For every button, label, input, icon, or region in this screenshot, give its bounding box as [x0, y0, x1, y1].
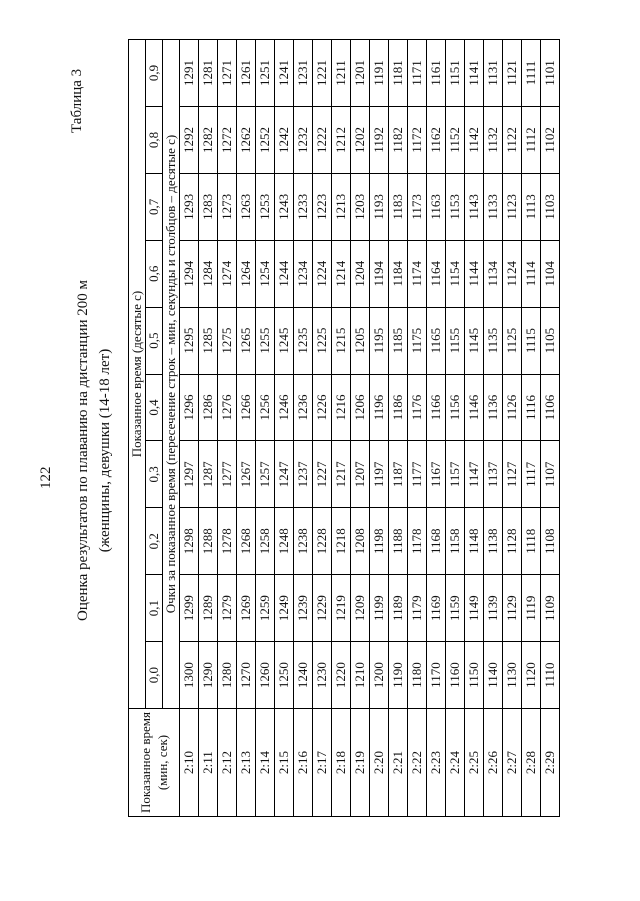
- points-cell: 1268: [237, 508, 256, 575]
- points-cell: 1230: [313, 642, 332, 709]
- header-tenth: 0,4: [146, 374, 163, 441]
- points-cell: 1258: [256, 508, 275, 575]
- points-cell: 1248: [275, 508, 294, 575]
- points-cell: 1183: [389, 173, 408, 240]
- points-cell: 1154: [446, 240, 465, 307]
- points-cell: 1212: [332, 106, 351, 173]
- points-cell: 1294: [180, 240, 199, 307]
- table-row: [522, 40, 541, 817]
- points-cell: 1118: [522, 508, 541, 575]
- points-cell: 1267: [237, 441, 256, 508]
- points-cell: 1221: [313, 40, 332, 107]
- points-cell: 1289: [199, 575, 218, 642]
- points-cell: 1257: [256, 441, 275, 508]
- points-cell: 1153: [446, 173, 465, 240]
- points-cell: 1113: [522, 173, 541, 240]
- points-cell: 1160: [446, 642, 465, 709]
- points-cell: 1211: [332, 40, 351, 107]
- points-cell: 1105: [541, 307, 560, 374]
- points-cell: 1119: [522, 575, 541, 642]
- table-row: [465, 40, 484, 817]
- points-cell: 1131: [484, 40, 503, 107]
- table-row: [180, 40, 199, 817]
- points-cell: 1218: [332, 508, 351, 575]
- points-cell: 1108: [541, 508, 560, 575]
- points-cell: 1124: [503, 240, 522, 307]
- points-cell: 1263: [237, 173, 256, 240]
- points-cell: 1168: [427, 508, 446, 575]
- points-cell: 1159: [446, 575, 465, 642]
- time-cell: 2:20: [370, 709, 389, 817]
- points-cell: 1205: [351, 307, 370, 374]
- points-cell: 1152: [446, 106, 465, 173]
- points-cell: 1195: [370, 307, 389, 374]
- points-cell: 1162: [427, 106, 446, 173]
- points-cell: 1222: [313, 106, 332, 173]
- points-cell: 1237: [294, 441, 313, 508]
- points-cell: 1270: [237, 642, 256, 709]
- points-cell: 1178: [408, 508, 427, 575]
- points-cell: 1283: [199, 173, 218, 240]
- table-row: [351, 40, 370, 817]
- table-row: [237, 40, 256, 817]
- table-row: [294, 40, 313, 817]
- points-cell: 1169: [427, 575, 446, 642]
- header-shown-time: Показанное время (десятые с): [129, 40, 146, 709]
- points-cell: 1201: [351, 40, 370, 107]
- points-cell: 1241: [275, 40, 294, 107]
- points-cell: 1185: [389, 307, 408, 374]
- header-tenth: 0,7: [146, 173, 163, 240]
- time-cell: 2:29: [541, 709, 560, 817]
- points-cell: 1282: [199, 106, 218, 173]
- points-cell: 1236: [294, 374, 313, 441]
- points-cell: 1238: [294, 508, 313, 575]
- time-cell: 2:19: [351, 709, 370, 817]
- table-row: [256, 40, 275, 817]
- points-cell: 1172: [408, 106, 427, 173]
- points-cell: 1227: [313, 441, 332, 508]
- points-cell: 1151: [446, 40, 465, 107]
- points-cell: 1259: [256, 575, 275, 642]
- points-cell: 1149: [465, 575, 484, 642]
- points-cell: 1170: [427, 642, 446, 709]
- points-cell: 1242: [275, 106, 294, 173]
- points-cell: 1292: [180, 106, 199, 173]
- points-cell: 1252: [256, 106, 275, 173]
- points-cell: 1141: [465, 40, 484, 107]
- points-cell: 1275: [218, 307, 237, 374]
- points-cell: 1273: [218, 173, 237, 240]
- points-cell: 1182: [389, 106, 408, 173]
- score-table: [128, 39, 560, 817]
- points-cell: 1214: [332, 240, 351, 307]
- points-cell: 1287: [199, 441, 218, 508]
- points-cell: 1158: [446, 508, 465, 575]
- points-cell: 1207: [351, 441, 370, 508]
- time-cell: 2:28: [522, 709, 541, 817]
- points-cell: 1235: [294, 307, 313, 374]
- header-tenth: 0,6: [146, 240, 163, 307]
- page-number: 122: [38, 466, 54, 489]
- table-row: [275, 40, 294, 817]
- points-cell: 1225: [313, 307, 332, 374]
- time-cell: 2:14: [256, 709, 275, 817]
- table-row: [427, 40, 446, 817]
- header-tenth: 0,2: [146, 508, 163, 575]
- points-cell: 1244: [275, 240, 294, 307]
- points-cell: 1250: [275, 642, 294, 709]
- points-cell: 1213: [332, 173, 351, 240]
- points-cell: 1137: [484, 441, 503, 508]
- time-cell: 2:16: [294, 709, 313, 817]
- points-cell: 1101: [541, 40, 560, 107]
- points-cell: 1269: [237, 575, 256, 642]
- points-cell: 1232: [294, 106, 313, 173]
- points-cell: 1233: [294, 173, 313, 240]
- points-cell: 1196: [370, 374, 389, 441]
- points-cell: 1175: [408, 307, 427, 374]
- points-cell: 1130: [503, 642, 522, 709]
- header-points-caption: Очки за показанное время (пересечение строк – мин, секунды и столбцов – десятые с): [163, 40, 180, 709]
- points-cell: 1115: [522, 307, 541, 374]
- points-cell: 1277: [218, 441, 237, 508]
- points-cell: 1204: [351, 240, 370, 307]
- points-cell: 1110: [541, 642, 560, 709]
- points-cell: 1255: [256, 307, 275, 374]
- table-body: [180, 40, 560, 817]
- points-cell: 1142: [465, 106, 484, 173]
- points-cell: 1284: [199, 240, 218, 307]
- points-cell: 1300: [180, 642, 199, 709]
- points-cell: 1190: [389, 642, 408, 709]
- header-tenth: 0,3: [146, 441, 163, 508]
- time-cell: 2:22: [408, 709, 427, 817]
- time-cell: 2:15: [275, 709, 294, 817]
- points-cell: 1280: [218, 642, 237, 709]
- header-tenth: 0,9: [146, 40, 163, 107]
- points-cell: 1111: [522, 40, 541, 107]
- points-cell: 1216: [332, 374, 351, 441]
- points-cell: 1180: [408, 642, 427, 709]
- table-row: [484, 40, 503, 817]
- points-cell: 1229: [313, 575, 332, 642]
- points-cell: 1265: [237, 307, 256, 374]
- points-cell: 1129: [503, 575, 522, 642]
- time-cell: 2:17: [313, 709, 332, 817]
- points-cell: 1197: [370, 441, 389, 508]
- header-tenth: 0,8: [146, 106, 163, 173]
- points-cell: 1297: [180, 441, 199, 508]
- points-cell: 1223: [313, 173, 332, 240]
- points-cell: 1136: [484, 374, 503, 441]
- time-cell: 2:11: [199, 709, 218, 817]
- points-cell: 1228: [313, 508, 332, 575]
- points-cell: 1194: [370, 240, 389, 307]
- points-cell: 1164: [427, 240, 446, 307]
- points-cell: 1219: [332, 575, 351, 642]
- points-cell: 1231: [294, 40, 313, 107]
- time-cell: 2:25: [465, 709, 484, 817]
- table-row: [199, 40, 218, 817]
- points-cell: 1145: [465, 307, 484, 374]
- table-row: [370, 40, 389, 817]
- table-row: [313, 40, 332, 817]
- points-cell: 1199: [370, 575, 389, 642]
- points-cell: 1139: [484, 575, 503, 642]
- time-cell: 2:24: [446, 709, 465, 817]
- points-cell: 1143: [465, 173, 484, 240]
- points-cell: 1279: [218, 575, 237, 642]
- points-cell: 1210: [351, 642, 370, 709]
- points-cell: 1206: [351, 374, 370, 441]
- header-time: Показанное время (мин, сек): [129, 709, 180, 817]
- points-cell: 1245: [275, 307, 294, 374]
- header-tenths-row: [146, 40, 163, 817]
- time-cell: 2:10: [180, 709, 199, 817]
- points-cell: 1262: [237, 106, 256, 173]
- points-cell: 1109: [541, 575, 560, 642]
- points-cell: 1132: [484, 106, 503, 173]
- points-cell: 1200: [370, 642, 389, 709]
- points-cell: 1288: [199, 508, 218, 575]
- points-cell: 1240: [294, 642, 313, 709]
- points-cell: 1234: [294, 240, 313, 307]
- points-cell: 1247: [275, 441, 294, 508]
- time-cell: 2:12: [218, 709, 237, 817]
- points-cell: 1135: [484, 307, 503, 374]
- points-cell: 1239: [294, 575, 313, 642]
- points-cell: 1215: [332, 307, 351, 374]
- points-cell: 1150: [465, 642, 484, 709]
- points-cell: 1208: [351, 508, 370, 575]
- points-cell: 1165: [427, 307, 446, 374]
- points-cell: 1217: [332, 441, 351, 508]
- points-cell: 1134: [484, 240, 503, 307]
- points-cell: 1260: [256, 642, 275, 709]
- points-cell: 1286: [199, 374, 218, 441]
- points-cell: 1189: [389, 575, 408, 642]
- points-cell: 1161: [427, 40, 446, 107]
- points-cell: 1202: [351, 106, 370, 173]
- points-cell: 1226: [313, 374, 332, 441]
- points-cell: 1285: [199, 307, 218, 374]
- points-cell: 1266: [237, 374, 256, 441]
- points-cell: 1191: [370, 40, 389, 107]
- points-cell: 1209: [351, 575, 370, 642]
- points-cell: 1186: [389, 374, 408, 441]
- points-cell: 1254: [256, 240, 275, 307]
- points-cell: 1278: [218, 508, 237, 575]
- table-row: [332, 40, 351, 817]
- points-cell: 1156: [446, 374, 465, 441]
- points-cell: 1171: [408, 40, 427, 107]
- points-cell: 1188: [389, 508, 408, 575]
- header-tenth: 0,1: [146, 575, 163, 642]
- points-cell: 1264: [237, 240, 256, 307]
- points-cell: 1246: [275, 374, 294, 441]
- points-cell: 1243: [275, 173, 294, 240]
- points-cell: 1249: [275, 575, 294, 642]
- time-cell: 2:18: [332, 709, 351, 817]
- points-cell: 1166: [427, 374, 446, 441]
- points-cell: 1179: [408, 575, 427, 642]
- points-cell: 1299: [180, 575, 199, 642]
- points-cell: 1125: [503, 307, 522, 374]
- table-row: [408, 40, 427, 817]
- table-row: [218, 40, 237, 817]
- points-cell: 1126: [503, 374, 522, 441]
- header-tenth: 0,5: [146, 307, 163, 374]
- time-cell: 2:26: [484, 709, 503, 817]
- points-cell: 1177: [408, 441, 427, 508]
- points-cell: 1106: [541, 374, 560, 441]
- points-cell: 1122: [503, 106, 522, 173]
- points-cell: 1140: [484, 642, 503, 709]
- table-title: Оценка результатов по плаванию на дистанции 200 м: [75, 280, 91, 622]
- points-cell: 1184: [389, 240, 408, 307]
- points-cell: 1174: [408, 240, 427, 307]
- points-cell: 1128: [503, 508, 522, 575]
- table-row: [389, 40, 408, 817]
- table-row: [541, 40, 560, 817]
- points-cell: 1290: [199, 642, 218, 709]
- points-cell: 1114: [522, 240, 541, 307]
- points-cell: 1121: [503, 40, 522, 107]
- points-cell: 1261: [237, 40, 256, 107]
- points-cell: 1123: [503, 173, 522, 240]
- header-tenth: 0,0: [146, 642, 163, 709]
- points-cell: 1176: [408, 374, 427, 441]
- time-cell: 2:27: [503, 709, 522, 817]
- table-subtitle: (женщины, девушки (14-18 лет): [97, 348, 113, 553]
- points-cell: 1138: [484, 508, 503, 575]
- points-cell: 1181: [389, 40, 408, 107]
- points-cell: 1220: [332, 642, 351, 709]
- points-cell: 1107: [541, 441, 560, 508]
- points-cell: 1271: [218, 40, 237, 107]
- points-cell: 1281: [199, 40, 218, 107]
- points-cell: 1203: [351, 173, 370, 240]
- points-cell: 1187: [389, 441, 408, 508]
- points-cell: 1224: [313, 240, 332, 307]
- points-cell: 1103: [541, 173, 560, 240]
- points-cell: 1253: [256, 173, 275, 240]
- points-cell: 1120: [522, 642, 541, 709]
- points-cell: 1296: [180, 374, 199, 441]
- points-cell: 1276: [218, 374, 237, 441]
- points-cell: 1295: [180, 307, 199, 374]
- points-cell: 1173: [408, 173, 427, 240]
- points-cell: 1127: [503, 441, 522, 508]
- points-cell: 1192: [370, 106, 389, 173]
- points-cell: 1112: [522, 106, 541, 173]
- points-cell: 1256: [256, 374, 275, 441]
- points-cell: 1291: [180, 40, 199, 107]
- points-cell: 1147: [465, 441, 484, 508]
- time-cell: 2:21: [389, 709, 408, 817]
- time-cell: 2:23: [427, 709, 446, 817]
- points-cell: 1251: [256, 40, 275, 107]
- points-cell: 1144: [465, 240, 484, 307]
- points-cell: 1104: [541, 240, 560, 307]
- points-cell: 1133: [484, 173, 503, 240]
- points-cell: 1146: [465, 374, 484, 441]
- points-cell: 1163: [427, 173, 446, 240]
- points-cell: 1102: [541, 106, 560, 173]
- points-cell: 1293: [180, 173, 199, 240]
- points-cell: 1116: [522, 374, 541, 441]
- points-cell: 1148: [465, 508, 484, 575]
- points-cell: 1155: [446, 307, 465, 374]
- points-cell: 1157: [446, 441, 465, 508]
- table-row: [503, 40, 522, 817]
- points-cell: 1193: [370, 173, 389, 240]
- points-cell: 1167: [427, 441, 446, 508]
- time-cell: 2:13: [237, 709, 256, 817]
- points-cell: 1117: [522, 441, 541, 508]
- points-cell: 1198: [370, 508, 389, 575]
- points-cell: 1272: [218, 106, 237, 173]
- points-cell: 1274: [218, 240, 237, 307]
- table-row: [446, 40, 465, 817]
- points-cell: 1298: [180, 508, 199, 575]
- table-label: Таблица 3: [69, 68, 85, 133]
